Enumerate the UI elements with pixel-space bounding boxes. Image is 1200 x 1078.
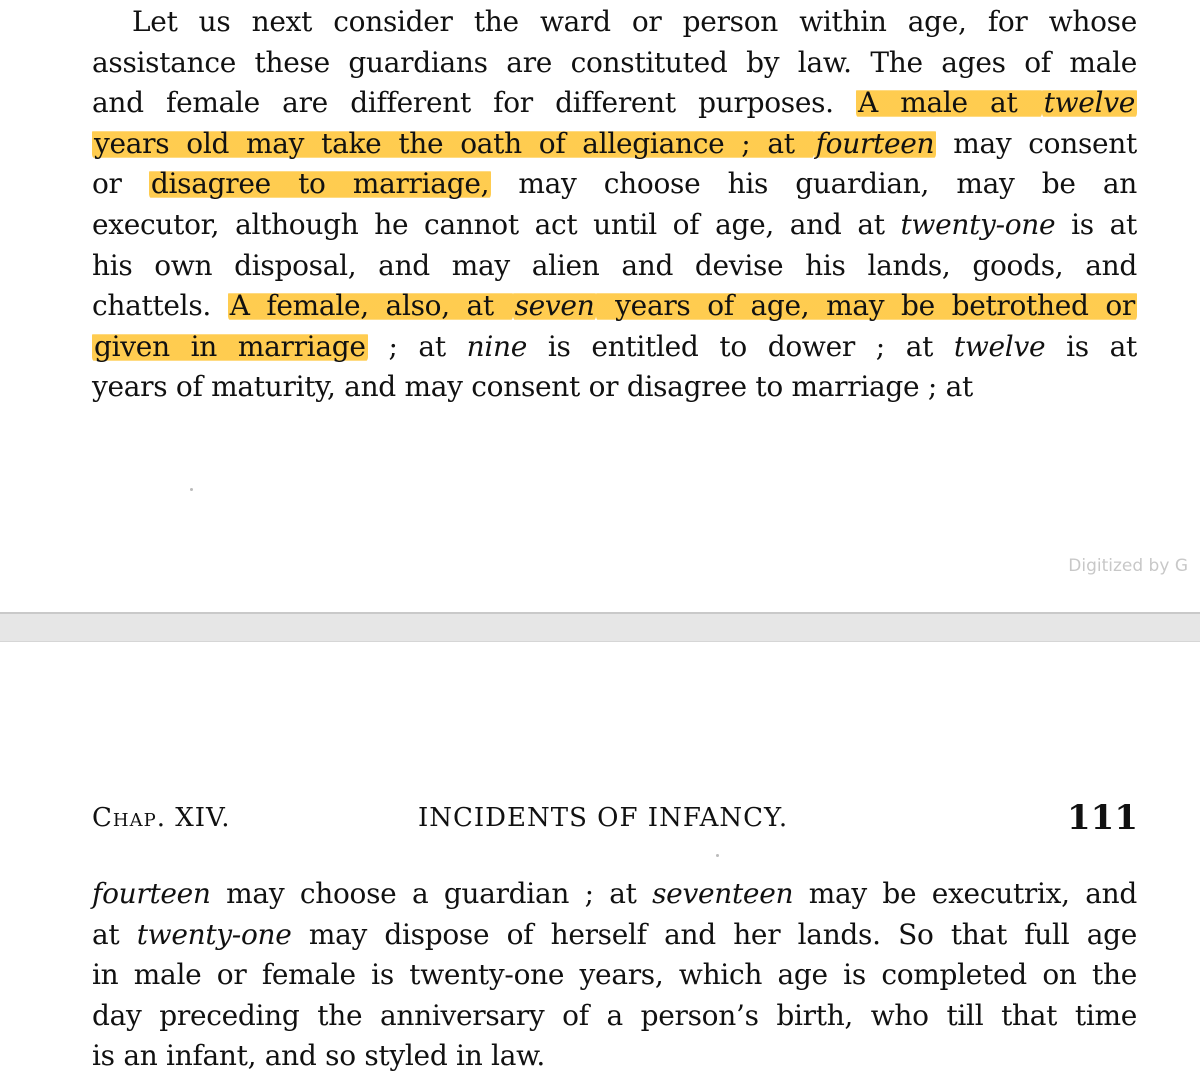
- bottom-line-1: [92, 874, 1137, 914]
- highlighted-text: given in marriage: [94, 329, 366, 363]
- highlighted-text: A male at: [858, 86, 1040, 120]
- italic-text: twenty-one: [900, 208, 1056, 241]
- top-line-7: [92, 246, 1137, 286]
- text-run: may dispose of herself and her lands. So that full age: [291, 917, 1137, 951]
- bottom-line-2: [92, 915, 1137, 955]
- text-run: is entitled to dower ; at: [527, 329, 954, 363]
- highlighted-text: A female, also, at: [229, 289, 511, 323]
- top-line-3: [92, 83, 1137, 123]
- text-run: at: [92, 917, 137, 951]
- top-line-4: [92, 124, 1137, 164]
- speck: [716, 854, 719, 857]
- running-head-chapter: Chap. XIV.: [92, 803, 231, 833]
- text-run: years of maturity, and may consent or disagree to marriage ; at: [92, 370, 973, 404]
- text-run: his own disposal, and may alien and devise his lands, goods, and: [92, 248, 1137, 282]
- text-run: may choose his guardian, may be an: [491, 167, 1137, 201]
- highlighted-text: seven: [514, 289, 595, 323]
- top-line-9: [92, 327, 1137, 367]
- top-line-8: [92, 286, 1137, 326]
- text-run: may consent: [936, 126, 1137, 160]
- bottom-line-3: [92, 955, 1137, 995]
- text-run: ; at: [367, 329, 467, 363]
- text-run: executor, although he cannot act until of age, and at: [92, 208, 901, 241]
- text-run: chattels.: [92, 289, 228, 323]
- italic-text: fourteen: [92, 877, 211, 910]
- italic-text: twelve: [953, 329, 1046, 363]
- text-run: in male or female is twenty-one years, which age is completed on the: [92, 958, 1137, 992]
- text-run: is at: [1055, 208, 1137, 241]
- text-run: may choose a guardian ; at: [210, 877, 653, 910]
- digitized-watermark: Digitized by G: [1068, 556, 1188, 576]
- italic-text: nine: [466, 329, 528, 363]
- highlighted-text: fourteen: [815, 126, 935, 160]
- text-run: is at: [1045, 329, 1138, 363]
- highlighted-text: years of age, may be betrothed or: [598, 289, 1135, 323]
- highlighted-text: disagree to marriage,: [150, 167, 490, 201]
- running-head-title: INCIDENTS OF INFANCY.: [418, 803, 789, 833]
- bottom-line-5: [92, 1036, 1137, 1076]
- page-divider: [0, 612, 1200, 642]
- top-line-1: [132, 2, 1137, 42]
- page-number: 111: [1067, 798, 1138, 838]
- text-run: or: [92, 167, 149, 201]
- top-line-5: [92, 164, 1137, 204]
- top-line-2: [92, 43, 1137, 83]
- text-run: and female are different for different purposes.: [92, 86, 857, 120]
- italic-text: seventeen: [652, 877, 794, 910]
- bottom-line-4: [92, 996, 1137, 1036]
- top-line-10: [92, 367, 1137, 407]
- text-run: is an infant, and so styled in law.: [92, 1039, 546, 1073]
- text-run: assistance these guardians are constituted by law. The ages of male: [92, 45, 1137, 79]
- text-run: may be executrix, and: [793, 877, 1137, 910]
- text-run: Let us next consider the ward or person within age, for whose: [132, 5, 1137, 38]
- top-line-6: [92, 205, 1137, 245]
- text-run: day preceding the anniversary of a person’s birth, who till that time: [92, 998, 1137, 1032]
- highlighted-text: twelve: [1043, 86, 1136, 120]
- italic-text: twenty-one: [136, 917, 292, 951]
- speck: [190, 488, 193, 491]
- highlighted-text: years old may take the oath of allegiance ; at: [94, 126, 812, 160]
